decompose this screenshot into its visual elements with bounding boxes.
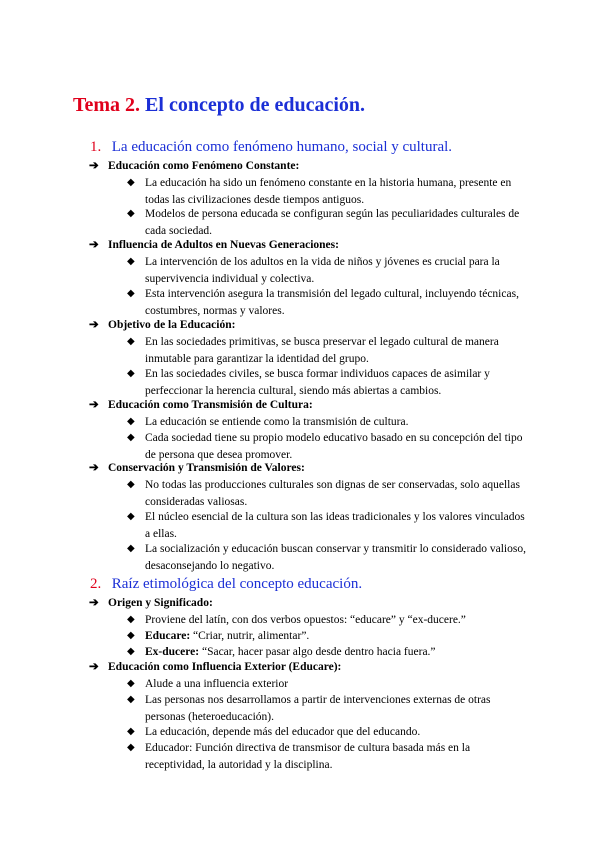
diamond-bullet-icon: ◆ <box>127 694 135 705</box>
section-number: 2. <box>90 576 102 592</box>
list-item <box>127 286 527 319</box>
list-item <box>127 254 527 287</box>
arrow-icon: ➔ <box>89 399 99 411</box>
diamond-bullet-icon: ◆ <box>127 256 135 267</box>
section-label: La educación como fenómeno humano, social y cultural. <box>111 139 453 155</box>
topic-heading <box>89 238 339 253</box>
diamond-bullet-icon: ◆ <box>127 208 135 219</box>
topic-label: Educación como Transmisión de Cultura: <box>108 399 313 411</box>
list-item-text: La socialización y educación buscan conservar y transmitir lo considerado valioso, desaconsejando lo negativo. <box>145 543 526 572</box>
topic-label: Conservación y Transmisión de Valores: <box>108 462 305 474</box>
arrow-icon: ➔ <box>89 661 99 673</box>
diamond-bullet-icon: ◆ <box>127 742 135 753</box>
list-item-text: Modelos de persona educada se configuran según las peculiaridades culturales de cada sociedad. <box>145 208 520 237</box>
list-item <box>127 206 527 239</box>
title-text: El concepto de educación. <box>145 94 366 116</box>
diamond-bullet-icon: ◆ <box>127 432 135 443</box>
list-item-text: En las sociedades civiles, se busca formar individuos capaces de asimilar y perfeccionar la herencia cultural, siendo más abiertas a cambios. <box>145 368 490 397</box>
topic-label: Objetivo de la Educación: <box>108 319 236 331</box>
topic-label: Educación como Fenómeno Constante: <box>108 160 300 172</box>
diamond-bullet-icon: ◆ <box>127 511 135 522</box>
term: Ex-ducere: <box>145 646 200 658</box>
diamond-bullet-icon: ◆ <box>127 630 135 641</box>
list-item <box>127 430 527 463</box>
diamond-bullet-icon: ◆ <box>127 678 135 689</box>
list-item <box>127 334 527 367</box>
list-item-text: Alude a una influencia exterior <box>145 678 289 690</box>
section-heading-2 <box>90 575 590 593</box>
topic-heading <box>89 318 235 333</box>
diamond-bullet-icon: ◆ <box>127 543 135 554</box>
list-item <box>127 509 527 542</box>
diamond-bullet-icon: ◆ <box>127 368 135 379</box>
list-item-text <box>145 644 527 661</box>
list-item <box>127 366 527 399</box>
diamond-bullet-icon: ◆ <box>127 726 135 737</box>
diamond-bullet-icon: ◆ <box>127 646 135 657</box>
arrow-icon: ➔ <box>89 462 99 474</box>
list-item-text: Educador: Función directiva de transmisor de cultura basada más en la receptividad, la autoridad y la disciplina. <box>145 742 471 771</box>
list-item-text: La educación, depende más del educador que del educando. <box>145 726 421 738</box>
diamond-bullet-icon: ◆ <box>127 177 135 188</box>
list-item-text: La educación se entiende como la transmisión de cultura. <box>145 416 409 428</box>
diamond-bullet-icon: ◆ <box>127 614 135 625</box>
diamond-bullet-icon: ◆ <box>127 416 135 427</box>
list-item-text <box>145 628 527 645</box>
list-item <box>127 477 527 510</box>
definition: “Criar, nutrir, alimentar”. <box>193 630 310 642</box>
list-item <box>127 175 527 208</box>
topic-heading <box>89 660 341 675</box>
list-item <box>127 692 527 725</box>
topic-heading <box>89 461 305 476</box>
list-item-text: Cada sociedad tiene su propio modelo educativo basado en su concepción del tipo de persona que desea promover. <box>145 432 523 461</box>
list-item-text: Esta intervención asegura la transmisión del legado cultural, incluyendo técnicas, costumbres, normas y valores. <box>145 288 519 317</box>
term: Educare: <box>145 630 191 642</box>
list-item-text: El núcleo esencial de la cultura son las ideas tradicionales y los valores vinculados a ellas. <box>145 511 525 540</box>
arrow-icon: ➔ <box>89 597 99 609</box>
arrow-icon: ➔ <box>89 160 99 172</box>
section-number: 1. <box>90 139 102 155</box>
list-item <box>127 414 527 431</box>
list-item <box>127 628 527 645</box>
list-item-text: Las personas nos desarrollamos a partir de intervenciones externas de otras personas (heteroeducación). <box>145 694 491 723</box>
list-item-text: No todas las producciones culturales son dignas de ser conservadas, solo aquellas consideradas valiosas. <box>145 479 520 508</box>
diamond-bullet-icon: ◆ <box>127 479 135 490</box>
list-item <box>127 541 527 574</box>
list-item-text: La educación ha sido un fenómeno constante en la historia humana, presente en todas las civilizaciones desde tiempos antiguos. <box>145 177 512 206</box>
list-item <box>127 676 527 693</box>
list-item <box>127 740 527 773</box>
list-item-text: Proviene del latín, con dos verbos opuestos: “educare” y “ex-ducere.” <box>145 614 466 626</box>
diamond-bullet-icon: ◆ <box>127 288 135 299</box>
definition: “Sacar, hacer pasar algo desde dentro hacia fuera.” <box>201 646 436 658</box>
diamond-bullet-icon: ◆ <box>127 336 135 347</box>
list-item <box>127 724 527 741</box>
title-prefix: Tema 2. <box>73 94 141 116</box>
arrow-icon: ➔ <box>89 239 99 251</box>
list-item-text: En las sociedades primitivas, se busca preservar el legado cultural de manera inmutable para garantizar la identidad del grupo. <box>145 336 499 365</box>
section-label: Raíz etimológica del concepto educación. <box>111 576 363 592</box>
list-item <box>127 612 527 629</box>
list-item-text: La intervención de los adultos en la vida de niños y jóvenes es crucial para la supervivencia individual y colectiva. <box>145 256 500 285</box>
topic-label: Influencia de Adultos en Nuevas Generaciones: <box>108 239 339 251</box>
arrow-icon: ➔ <box>89 319 99 331</box>
topic-label: Origen y Significado: <box>108 597 213 609</box>
section-heading-1 <box>90 138 590 156</box>
page-title <box>73 93 365 117</box>
topic-heading <box>89 159 299 174</box>
topic-heading <box>89 398 313 413</box>
topic-heading <box>89 596 213 611</box>
topic-label: Educación como Influencia Exterior (Educare): <box>108 661 342 673</box>
list-item <box>127 644 527 661</box>
